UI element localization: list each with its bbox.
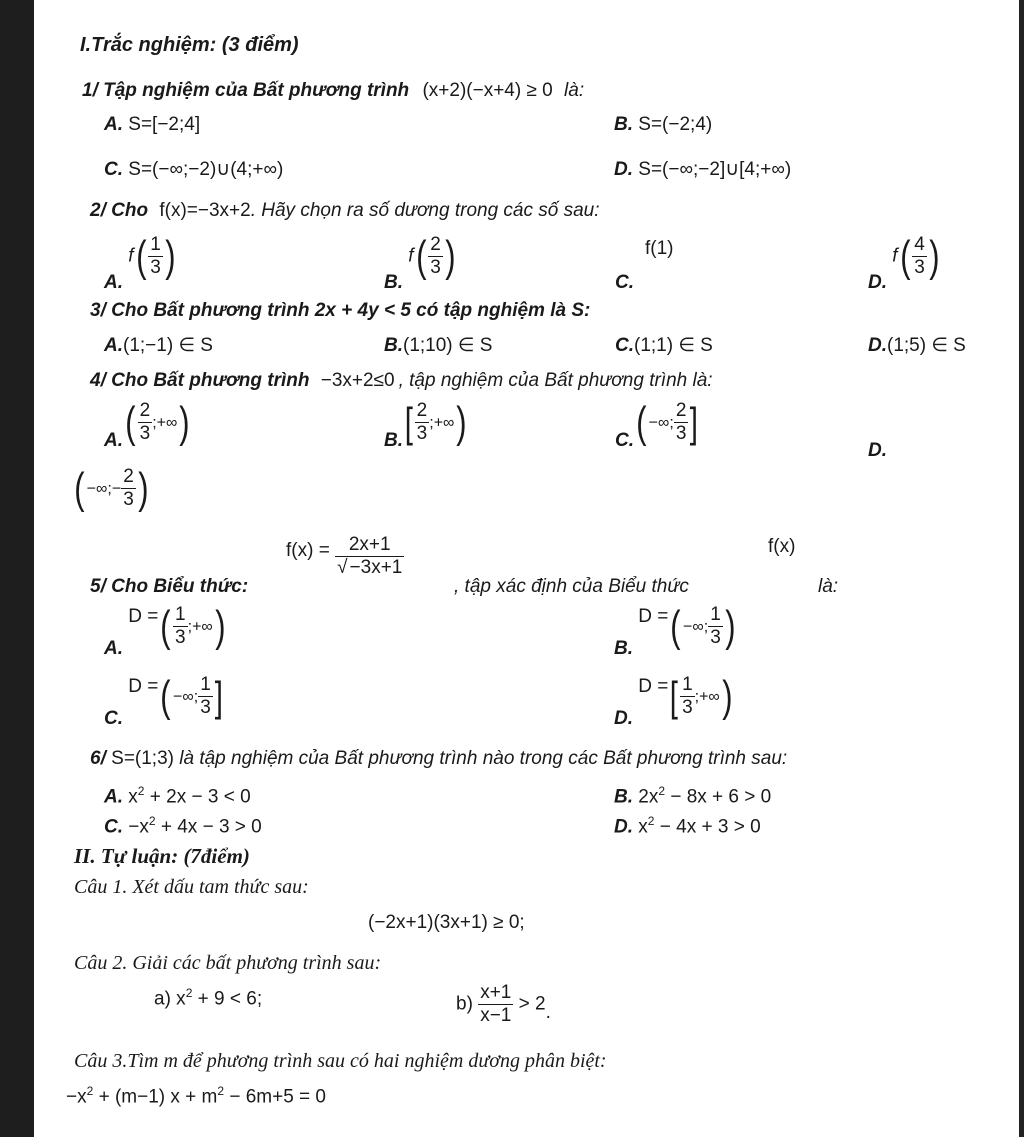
fraction-numerator: 2: [123, 466, 134, 487]
c1-title: Câu 1. Xét dấu tam thức sau:: [74, 876, 309, 898]
q5-fx: f(x) =: [286, 539, 330, 561]
q5-option-d[interactable]: D. D =[ $\frac{1}{3}$ ;+∞): [614, 671, 733, 729]
q4-prefix: 4/ Cho Bất phương trình: [90, 370, 310, 391]
q5-prefix: 5/ Cho Biểu thức:: [90, 576, 249, 597]
option-value: S=[−2;4]: [128, 114, 201, 135]
option-value-end: + 4x − 3 > 0: [155, 816, 262, 838]
fraction-numerator: 1: [710, 604, 721, 625]
option-label: B.: [384, 335, 403, 356]
q4-option-c[interactable]: C.( −∞; $\frac{2}{3}$ ]: [615, 397, 699, 451]
q1-question: [82, 80, 584, 102]
option-label: D.: [614, 816, 633, 838]
option-label: C.: [615, 429, 634, 451]
sqrt-radicand: −3x+1: [349, 557, 403, 578]
q6-question: [90, 748, 787, 770]
c2-a-end: + 9 < 6;: [192, 988, 263, 1010]
q2-question: [90, 200, 600, 222]
q4-option-b[interactable]: B.[ $\frac{2}{3}$ ;+∞): [384, 397, 467, 451]
fraction-denominator: 3: [430, 257, 441, 278]
q5-option-c[interactable]: C. D =( −∞; $\frac{1}{3}$ ]: [104, 671, 223, 729]
q2-option-d[interactable]: D. f( $\frac{4}{3}$ ): [868, 231, 940, 293]
exponent: 2: [137, 784, 145, 798]
fraction-numerator: 2: [675, 400, 687, 421]
option-value: f(1): [645, 238, 674, 259]
c1-expression: (−2x+1)(3x+1) ≥ 0;: [368, 912, 525, 933]
option-label: C.: [615, 272, 634, 293]
c3-end: − 6m+5 = 0: [224, 1086, 326, 1108]
q2-option-b[interactable]: B. f( $\frac{2}{3}$ ): [384, 231, 456, 293]
q1-option-b[interactable]: [614, 114, 712, 136]
option-label: C.: [104, 159, 123, 180]
q2-prefix: 2/ Cho: [90, 200, 149, 221]
function-f: f: [892, 245, 898, 267]
exponent: 2: [658, 784, 666, 798]
fraction-numerator: 2: [430, 234, 441, 255]
interval-head: −∞;: [683, 618, 709, 636]
q6-option-a[interactable]: [104, 784, 251, 808]
interval-head: −∞;: [173, 688, 199, 706]
fraction-numerator: 2: [139, 400, 151, 421]
section-2-title: II. Tự luận: (7điểm): [74, 844, 250, 868]
q1-suffix: là:: [564, 80, 585, 101]
fraction-denominator: 3: [175, 627, 186, 648]
option-label: A.: [104, 429, 123, 451]
left-dark-border: [0, 0, 34, 1137]
q4-suffix: , tập nghiệm của Bất phương trình là:: [398, 370, 713, 391]
q2-option-a[interactable]: A. f( $\frac{1}{3}$ ): [104, 231, 176, 293]
fraction-denominator: 3: [675, 423, 687, 444]
fraction-denominator: 3: [200, 697, 211, 718]
fraction-denominator: 3: [914, 257, 925, 278]
c3-middle: + (m−1) x + m: [93, 1086, 218, 1108]
q1-expression: (x+2)(−x+4) ≥ 0: [422, 80, 553, 101]
q3-option-d[interactable]: [868, 334, 966, 357]
fraction-numerator: x+1: [480, 982, 512, 1003]
fraction-numerator: 2: [416, 400, 428, 421]
option-label: A.: [104, 786, 123, 808]
fraction-numerator: 1: [200, 674, 211, 695]
fraction-numerator: 4: [914, 234, 925, 255]
fraction-numerator: 1: [175, 604, 186, 625]
option-value-start: 2x: [638, 786, 659, 808]
exponent: 2: [148, 814, 156, 828]
fraction-denominator: 3: [416, 423, 428, 444]
option-value: (1;10) ∈ S: [403, 335, 493, 356]
fraction-numerator: 2x+1: [335, 534, 404, 557]
c2-part-b: [456, 982, 551, 1042]
fraction-denominator: 3: [139, 423, 151, 444]
q5-middle-text: , tập xác định của Biểu thức: [454, 576, 689, 597]
q6-prefix: 6/: [90, 748, 106, 769]
interval-tail: ;+∞: [152, 414, 178, 432]
function-f: f: [408, 245, 414, 267]
q1-option-c[interactable]: [104, 158, 283, 181]
q4-option-a[interactable]: A.( $\frac{2}{3}$ ;+∞): [104, 397, 190, 451]
q5-expression: [286, 534, 404, 594]
exponent: 2: [185, 986, 193, 1000]
option-label: D.: [614, 707, 633, 729]
q2-expression: f(x)=−3x+2: [159, 200, 251, 221]
q3-text: 3/ Cho Bất phương trình 2x + 4y < 5 có tập nghiệm là S:: [90, 300, 591, 321]
q5-option-a[interactable]: A. D =( $\frac{1}{3}$ ;+∞): [104, 601, 226, 659]
fraction-numerator: 1: [150, 234, 161, 255]
option-label: D.: [868, 335, 887, 356]
option-value: S=(−∞;−2)∪(4;+∞): [128, 159, 284, 180]
c3-start: −x: [66, 1086, 87, 1108]
domain-symbol: D =: [638, 675, 669, 697]
option-label: A.: [104, 335, 123, 356]
option-label: D.: [868, 271, 887, 293]
section-1-title: I.Trắc nghiệm: (3 điểm): [80, 34, 299, 56]
q3-option-a[interactable]: [104, 334, 213, 357]
c2-part-a: [154, 986, 262, 1010]
option-label: B.: [384, 429, 403, 451]
domain-symbol: D =: [638, 605, 669, 627]
option-label: D.: [614, 159, 633, 180]
q1-option-d[interactable]: [614, 158, 791, 181]
option-label: C.: [104, 816, 123, 838]
q4-option-d[interactable]: ( −∞;− $\frac{2}{3}$ ): [74, 463, 149, 513]
interval-head: −∞;: [648, 414, 674, 432]
fraction-denominator: √ −3x+1: [337, 557, 403, 578]
option-value: S=(−∞;−2]∪[4;+∞): [638, 159, 792, 180]
right-dark-border: [1019, 0, 1024, 1137]
q2-option-c[interactable]: [615, 238, 705, 298]
q5-option-b[interactable]: B. D =( −∞; $\frac{1}{3}$ ): [614, 601, 736, 659]
q6-option-b[interactable]: [614, 784, 771, 808]
c3-expression: [66, 1084, 326, 1108]
option-value: (1;1) ∈ S: [634, 335, 713, 356]
q5-suffix: là:: [818, 576, 839, 597]
option-label: A.: [104, 114, 123, 135]
c3-title: Câu 3.Tìm m để phương trình sau có hai nghiệm dương phân biệt:: [74, 1050, 607, 1072]
q3-option-c[interactable]: [615, 334, 713, 357]
option-value-end: − 8x + 6 > 0: [665, 786, 772, 808]
interval-tail: ;+∞: [694, 688, 720, 706]
q4-question: [90, 370, 713, 392]
option-value-start: −x: [128, 816, 149, 838]
interval-head: −∞;−: [86, 480, 122, 498]
c2-title: Câu 2. Giải các bất phương trình sau:: [74, 952, 382, 974]
q6-suffix: là tập nghiệm của Bất phương trình nào trong các Bất phương trình sau:: [179, 748, 788, 769]
q4-expression: −3x+2≤0: [320, 370, 395, 391]
option-label: A.: [104, 637, 123, 659]
function-f: f: [128, 245, 134, 267]
option-value-start: x: [128, 786, 138, 808]
option-label: A.: [104, 271, 123, 293]
q4-option-d-label[interactable]: D.: [868, 440, 887, 461]
q6-option-d[interactable]: [614, 814, 761, 838]
q2-suffix: . Hãy chọn ra số dương trong các số sau:: [250, 200, 600, 221]
q6-option-c[interactable]: [104, 814, 262, 838]
exponent: 2: [647, 814, 655, 828]
fraction-denominator: x−1: [480, 1005, 512, 1026]
option-label: B.: [614, 114, 633, 135]
c2-b-end: > 2: [518, 993, 546, 1015]
option-value: S=(−2;4): [638, 114, 713, 135]
exponent: 2: [86, 1084, 94, 1098]
option-label: B.: [384, 271, 403, 293]
domain-symbol: D =: [128, 605, 159, 627]
option-value: (1;−1) ∈ S: [123, 335, 213, 356]
fraction-denominator: 3: [682, 697, 693, 718]
fraction-denominator: 3: [150, 257, 161, 278]
q6-expression: S=(1;3): [111, 748, 174, 769]
domain-symbol: D =: [128, 675, 159, 697]
option-value-start: x: [638, 816, 648, 838]
interval-tail: ;+∞: [187, 618, 213, 636]
option-value-end: + 2x − 3 < 0: [144, 786, 251, 808]
fraction-denominator: 3: [123, 489, 134, 510]
fraction-denominator: 3: [710, 627, 721, 648]
option-label: C.: [615, 335, 634, 356]
q3-option-b[interactable]: [384, 334, 492, 357]
q5-fx-label: f(x): [768, 536, 796, 557]
q3-question: [90, 300, 590, 322]
q1-option-a[interactable]: [104, 114, 200, 136]
option-label: C.: [104, 707, 123, 729]
q1-prefix: 1/ Tập nghiệm của Bất phương trình: [82, 80, 410, 101]
c2-dot: .: [545, 1001, 551, 1023]
option-label: B.: [614, 786, 633, 808]
option-label: B.: [614, 637, 633, 659]
option-value: (1;5) ∈ S: [887, 335, 966, 356]
exponent: 2: [217, 1084, 225, 1098]
interval-tail: ;+∞: [429, 414, 455, 432]
option-value-end: − 4x + 3 > 0: [654, 816, 761, 838]
fraction-numerator: 1: [682, 674, 693, 695]
c2-b-start: b): [456, 993, 473, 1015]
c2-a-start: a) x: [154, 988, 186, 1010]
